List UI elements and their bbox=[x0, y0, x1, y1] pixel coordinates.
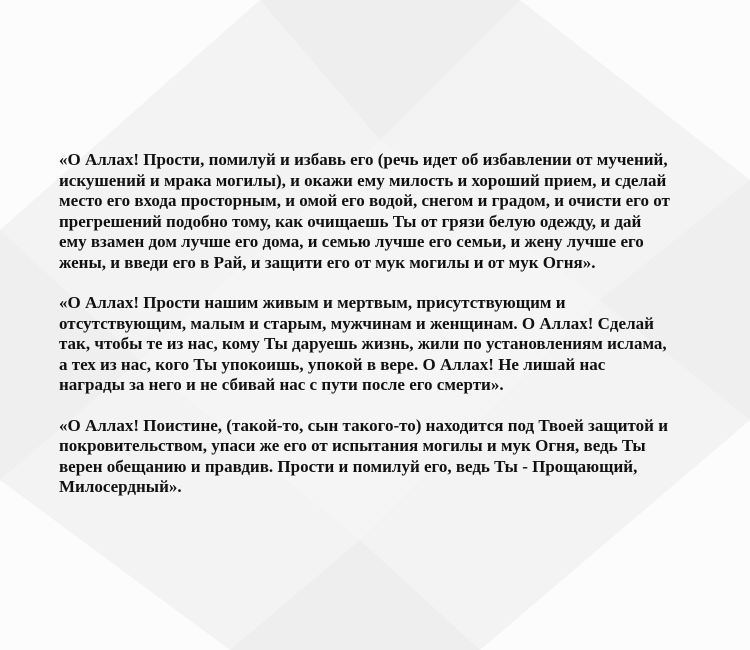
paragraph-1: «О Аллах! Прости, помилуй и избавь его (речь идет об избавлении от мучений, искушений и мрака могилы), и окажи ему милость и хороший прием, и сделай место его входа просторным, и омой его водой, снегом и градом, и очисти его от прегрешений подобно тому, как очищаешь Ты от грязи белую одежду, и дай ему взамен дом лучше его дома, и семью лучше его семьи, и жену лучше его жены, и введи его в Рай, и защити его от мук могилы и от мук Огня». bbox=[59, 150, 670, 272]
paragraph-2: «О Аллах! Прости нашим живым и мертвым, присутствующим и отсутствующим, малым и старым, мужчинам и женщинам. О Аллах! Сделай так, чтобы те из нас, кому Ты даруешь жизнь, жили по установлениям ислама, а тех из нас, кого Ты упокоишь, упокой в вере. О Аллах! Не лишай нас награды за него и не сбивай нас с пути после его смерти». bbox=[59, 293, 667, 394]
paragraph-3: «О Аллах! Поистине, (такой-то, сын такого-то) находится под Твоей защитой и покровительством, упаси же его от испытания могилы и мук Огня, ведь Ты верен обещанию и правдив. Прости и помилуй его, ведь Ты - Прощающий, Милосердный». bbox=[59, 415, 668, 496]
prayer-text bbox=[59, 150, 671, 518]
